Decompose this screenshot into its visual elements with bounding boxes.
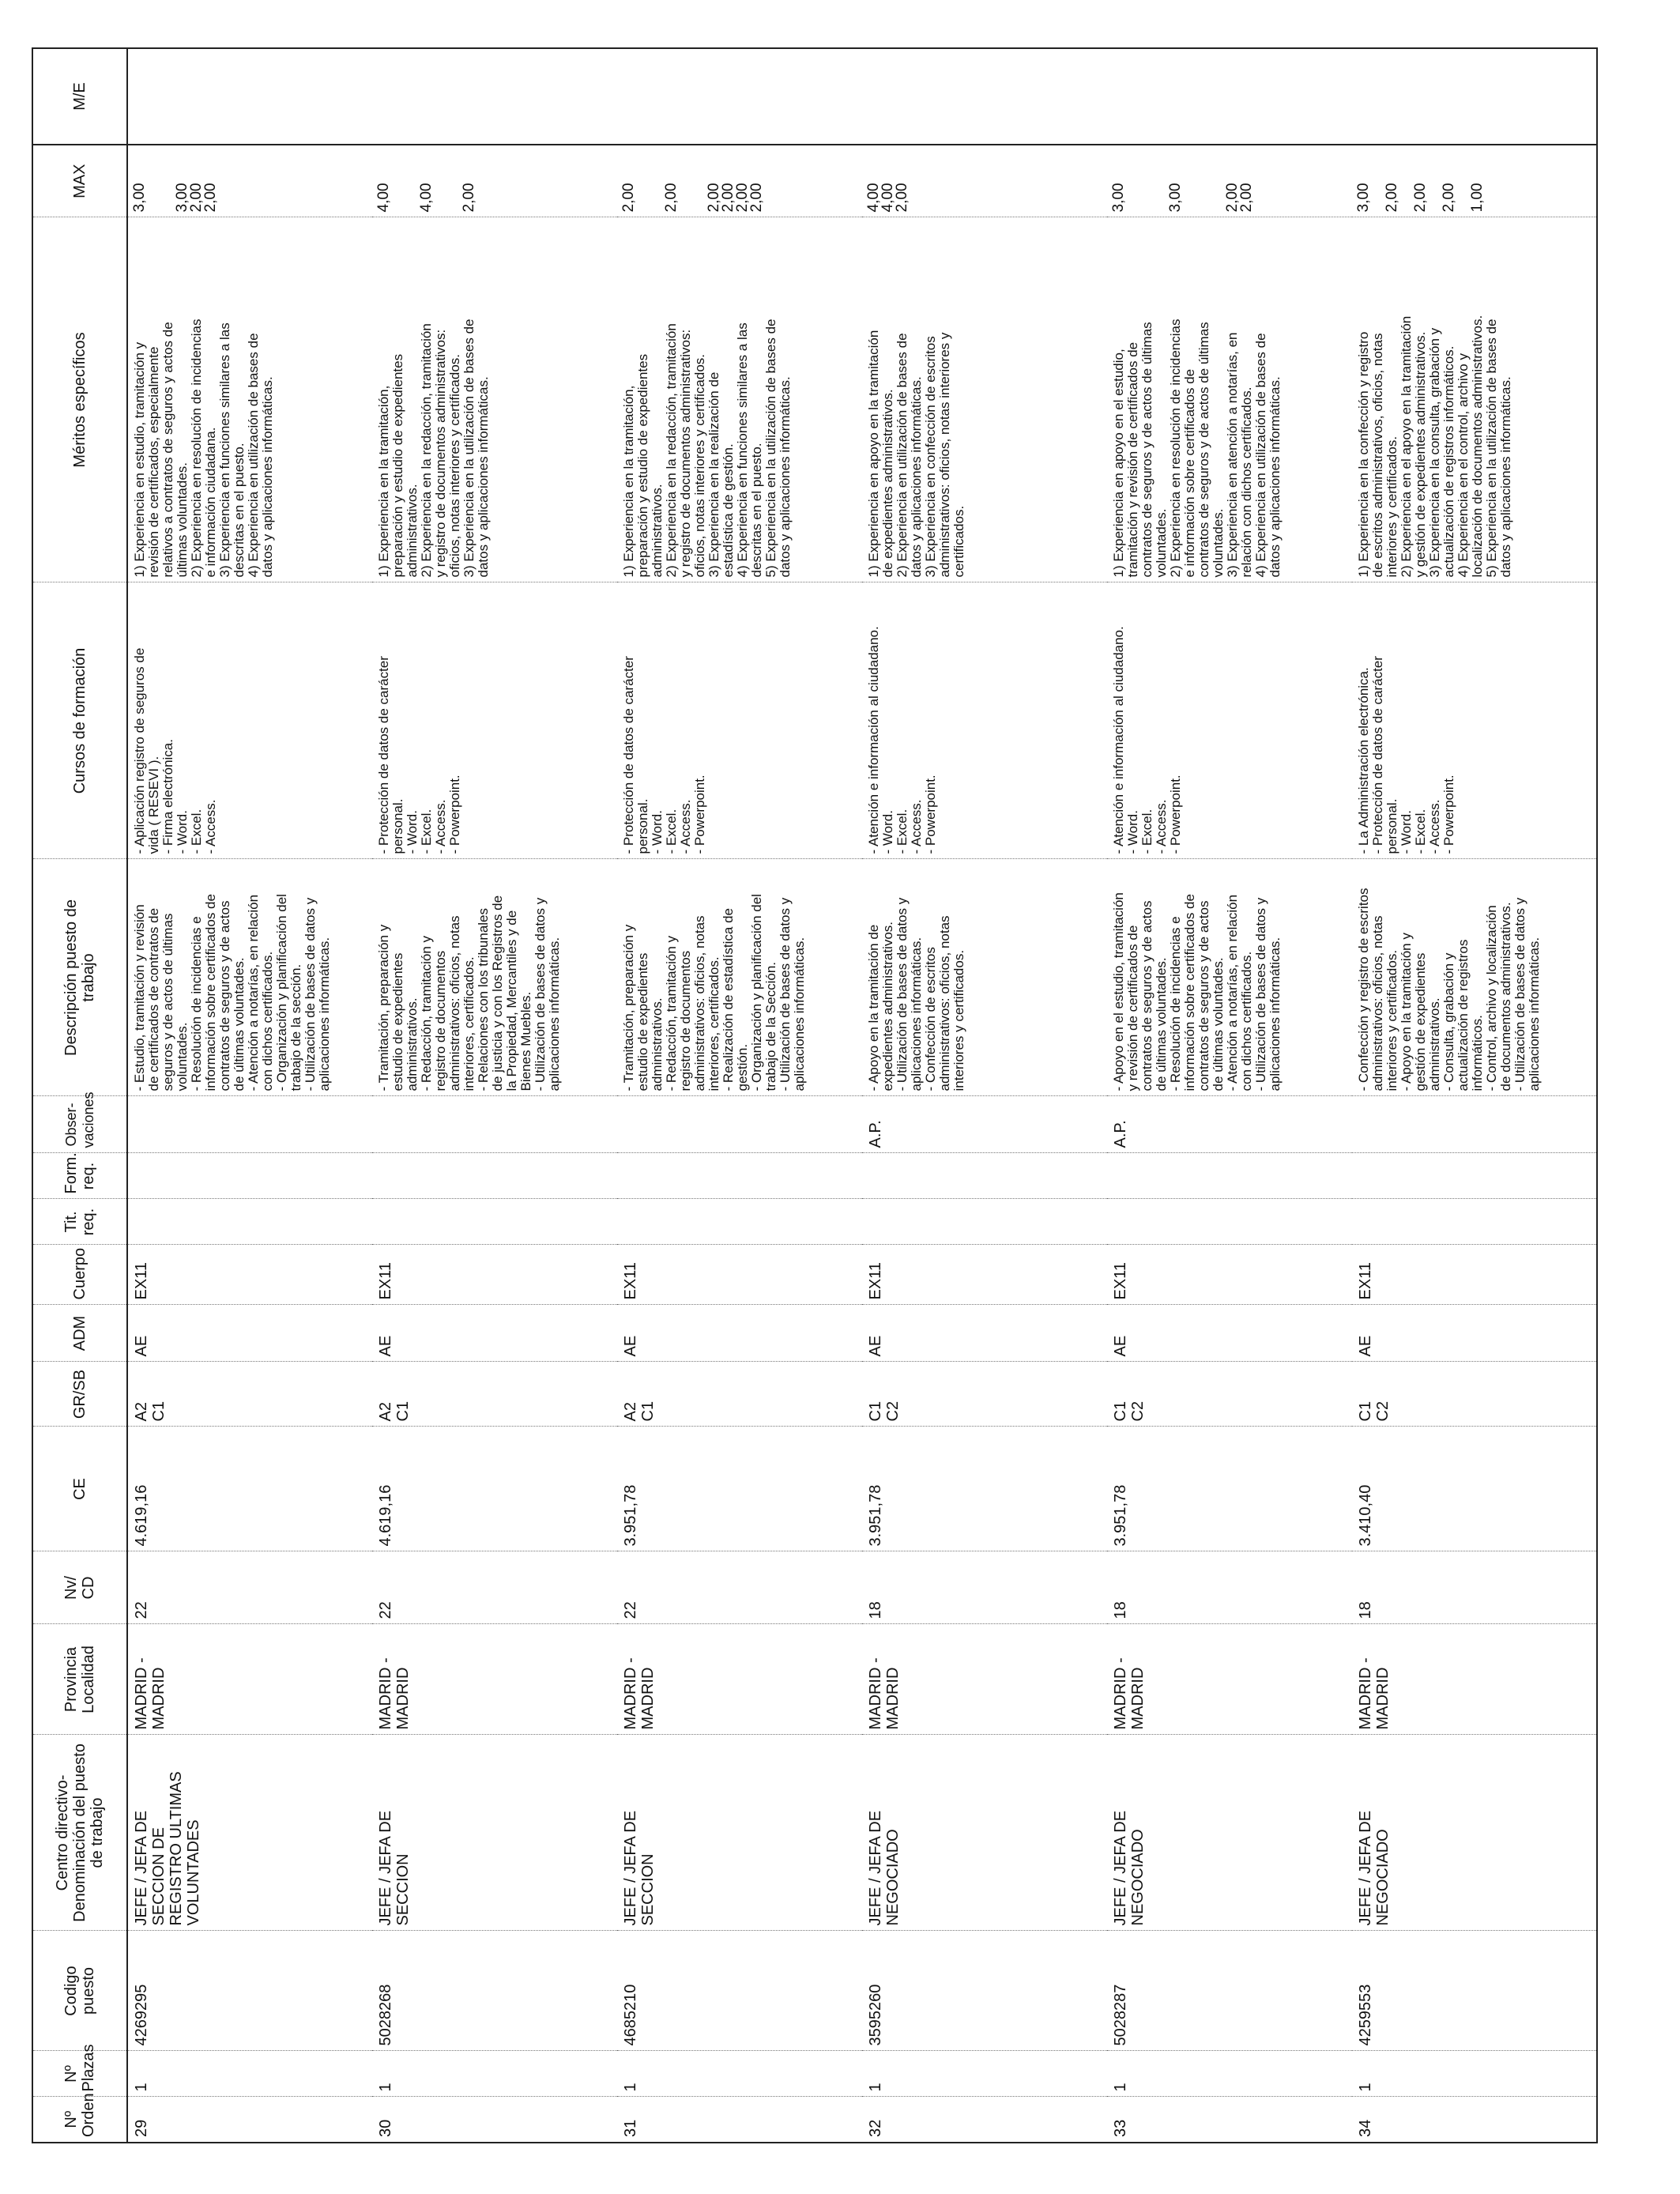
denominacion-cell: JEFE / JEFA DE SECCION DE REGISTRO ULTIMAS VOLUNTADES <box>127 1735 372 1931</box>
orden-cell: 29 <box>127 2097 372 2143</box>
col-ce: CE <box>32 1427 127 1551</box>
ce-cell: 3.951,78 <box>862 1427 1107 1551</box>
max-cell: 3,00 3,00 2,00 2,00 <box>1107 145 1352 217</box>
grsb-cell: A2 C1 <box>617 1362 862 1427</box>
adm-cell: AE <box>862 1305 1107 1362</box>
meritos-cell: 1) Experiencia en apoyo en el estudio, tramitación y revisión de certificados de contratos de seguros y de actos de últimas voluntades. 2) Experiencia en resolución de incidencias e información sobre certificados de contratos de seguros y de actos de últimas voluntades. 3) Experiencia en atención a notarías, en relación con dichos certificados. 4) Experiencia en utilización de bases de datos y aplicaciones informáticas. <box>1107 217 1352 582</box>
col-nivel: Nv/ CD <box>32 1551 127 1624</box>
ce-cell: 3.951,78 <box>1107 1427 1352 1551</box>
codigo-cell: 5028287 <box>1107 1931 1352 2051</box>
descripcion-cell: - Confección y registro de escritos administrativos: oficios, notas interiores y certificados. - Apoyo en la tramitación y gestión de expedientes administrativos. - Consulta, grabación y actualización de registros informáticos. - Control, archivo y localización de documentos administrativos. - Utilización de bases de datos y aplicaciones informáticas. <box>1352 859 1597 1096</box>
cursos-cell: - Protección de datos de carácter personal. - Word. - Excel. - Access. - Powerpoint. <box>372 582 617 859</box>
ce-cell: 3.951,78 <box>617 1427 862 1551</box>
nivel-cell: 22 <box>372 1551 617 1624</box>
grsb-cell: A2 C1 <box>127 1362 372 1427</box>
denominacion-cell: JEFE / JEFA DE NEGOCIADO <box>1352 1735 1597 1931</box>
nivel-cell: 22 <box>617 1551 862 1624</box>
plazas-cell: 1 <box>1107 2051 1352 2097</box>
table-row <box>617 48 862 2143</box>
me-cell <box>617 48 862 145</box>
cursos-cell: - Protección de datos de carácter personal. - Word. - Excel. - Access. - Powerpoint. <box>617 582 862 859</box>
cuerpo-cell: EX11 <box>1352 1245 1597 1305</box>
col-plazas: Nº Plazas <box>32 2051 127 2097</box>
localidad-cell: MADRID - MADRID <box>127 1624 372 1735</box>
col-obs: Obser- vaciones <box>32 1096 127 1153</box>
max-cell: 4,00 4,00 2,00 <box>862 145 1107 217</box>
max-cell: 2,00 2,00 2,00 2,00 2,00 2,00 <box>617 145 862 217</box>
tit-cell <box>1107 1199 1352 1245</box>
table-row <box>1107 48 1352 2143</box>
codigo-cell: 3595260 <box>862 1931 1107 2051</box>
meritos-cell: 1) Experiencia en la tramitación, preparación y estudio de expedientes administrativos. 2) Experiencia en la redacción, tramitación y registro de documentos administrativos: oficios, notas interiores y certificados. 3) Experiencia en la realización de estadística de gestión. 4) Experiencia en funciones similares a las descritas en el puesto. 5) Experiencia en la utilización de bases de datos y aplicaciones informáticas. <box>617 217 862 582</box>
col-tit: Tit. req. <box>32 1199 127 1245</box>
plazas-cell: 1 <box>617 2051 862 2097</box>
cursos-cell: - Atención e información al ciudadano. - Word. - Excel. - Access. - Powerpoint. <box>1107 582 1352 859</box>
tit-cell <box>127 1199 372 1245</box>
grsb-cell: C1 C2 <box>862 1362 1107 1427</box>
cuerpo-cell: EX11 <box>617 1245 862 1305</box>
codigo-cell: 4269295 <box>127 1931 372 2051</box>
ce-cell: 4.619,16 <box>127 1427 372 1551</box>
orden-cell: 34 <box>1352 2097 1597 2143</box>
tit-cell <box>617 1199 862 1245</box>
obs-cell: A.P. <box>1107 1096 1352 1153</box>
orden-cell: 32 <box>862 2097 1107 2143</box>
orden-cell: 31 <box>617 2097 862 2143</box>
cursos-cell: - Aplicación registro de seguros de vida ( RESEVI ). - Firma electrónica. - Word. - Excel. - Access. <box>127 582 372 859</box>
tit-cell <box>372 1199 617 1245</box>
col-orden: Nº Orden <box>32 2097 127 2143</box>
cuerpo-cell: EX11 <box>1107 1245 1352 1305</box>
adm-cell: AE <box>1107 1305 1352 1362</box>
max-cell: 4,00 4,00 2,00 <box>372 145 617 217</box>
meritos-cell: 1) Experiencia en estudio, tramitación y revisión de certificados, especialmente relativos a contratos de seguros y actos de últimas voluntades. 2) Experiencia en resolución de incidencias e información ciudadana. 3) Experiencia en funciones similares a las descritas en el puesto. 4) Experiencia en utilización de bases de datos y aplicaciones informáticas. <box>127 217 372 582</box>
col-cursos: Cursos de formación <box>32 582 127 859</box>
grsb-cell: A2 C1 <box>372 1362 617 1427</box>
obs-cell <box>1352 1096 1597 1153</box>
col-meritos: Méritos específicos <box>32 217 127 582</box>
col-max: MAX <box>32 145 127 217</box>
col-grsb: GR/SB <box>32 1362 127 1427</box>
adm-cell: AE <box>372 1305 617 1362</box>
codigo-cell: 4685210 <box>617 1931 862 2051</box>
me-cell <box>372 48 617 145</box>
cuerpo-cell: EX11 <box>862 1245 1107 1305</box>
max-cell: 3,00 3,00 2,00 2,00 <box>127 145 372 217</box>
grsb-cell: C1 C2 <box>1352 1362 1597 1427</box>
form-cell <box>1352 1153 1597 1199</box>
cuerpo-cell: EX11 <box>127 1245 372 1305</box>
adm-cell: AE <box>127 1305 372 1362</box>
denominacion-cell: JEFE / JEFA DE NEGOCIADO <box>862 1735 1107 1931</box>
orden-cell: 33 <box>1107 2097 1352 2143</box>
descripcion-cell: - Estudio, tramitación y revisión de certificados de contratos de seguros y de actos de últimas voluntades. - Resolución de incidencias e información sobre certificados de contratos de seguros y de actos de últimas voluntades. - Atención a notarías, en relación con dichos certificados. - Organización y planificación del trabajo de la sección. - Utilización de bases de datos y aplicaciones informáticas. <box>127 859 372 1096</box>
descripcion-cell: - Tramitación, preparación y estudio de expedientes administrativos. - Redacción, tramitación y registro de documentos administrativos: oficios, notas interiores, certificados. - Realización de estadística de gestión. - Organización y planificación del trabajo de la Sección. - Utilización de bases de datos y aplicaciones informáticas. <box>617 859 862 1096</box>
localidad-cell: MADRID - MADRID <box>372 1624 617 1735</box>
plazas-cell: 1 <box>862 2051 1107 2097</box>
obs-cell <box>617 1096 862 1153</box>
me-cell <box>127 48 372 145</box>
table-row <box>127 48 372 2143</box>
tit-cell <box>1352 1199 1597 1245</box>
meritos-cell: 1) Experiencia en la confección y registro de escritos administrativos, oficios, notas interiores y certificados. 2) Experiencia en el apoyo en la tramitación y gestión de expedientes administrativos. 3) Experiencia en la consulta, grabación y actualización de registros informáticos. 4) Experiencia en el control, archivo y localización de documentos administrativos. 5) Experiencia en la utilización de bases de datos y aplicaciones informáticas. <box>1352 217 1597 582</box>
table-row <box>372 48 617 2143</box>
form-cell <box>372 1153 617 1199</box>
col-codigo: Codigo puesto <box>32 1931 127 2051</box>
adm-cell: AE <box>1352 1305 1597 1362</box>
form-cell <box>1107 1153 1352 1199</box>
col-cuerpo: Cuerpo <box>32 1245 127 1305</box>
table-row <box>862 48 1107 2143</box>
me-cell <box>1352 48 1597 145</box>
localidad-cell: MADRID - MADRID <box>617 1624 862 1735</box>
grsb-cell: C1 C2 <box>1107 1362 1352 1427</box>
denominacion-cell: JEFE / JEFA DE NEGOCIADO <box>1107 1735 1352 1931</box>
plazas-cell: 1 <box>372 2051 617 2097</box>
meritos-cell: 1) Experiencia en apoyo en la tramitación de expedientes administrativos. 2) Experiencia en utilización de bases de datos y aplicaciones informáticas. 3) Experiencia en confección de escritos administrativos: oficios, notas interiores y certificados. <box>862 217 1107 582</box>
tit-cell <box>862 1199 1107 1245</box>
localidad-cell: MADRID - MADRID <box>1107 1624 1352 1735</box>
nivel-cell: 22 <box>127 1551 372 1624</box>
ce-cell: 4.619,16 <box>372 1427 617 1551</box>
plazas-cell: 1 <box>1352 2051 1597 2097</box>
adm-cell: AE <box>617 1305 862 1362</box>
nivel-cell: 18 <box>1107 1551 1352 1624</box>
col-adm: ADM <box>32 1305 127 1362</box>
meritos-cell: 1) Experiencia en la tramitación, preparación y estudio de expedientes administrativos. 2) Experiencia en la redacción, tramitación y registro de documentos administrativos: oficios, notas interiores y certificados. 3) Experiencia en la utilización de bases de datos y aplicaciones informáticas. <box>372 217 617 582</box>
descripcion-cell: - Apoyo en la tramitación de expedientes administrativos. - Utilización de bases de datos y aplicaciones informáticas. - Confección de escritos administrativos: oficios, notas interiores y certificados. <box>862 859 1107 1096</box>
me-cell <box>1107 48 1352 145</box>
cursos-cell: - Atención e información al ciudadano. - Word. - Excel. - Access. - Powerpoint. <box>862 582 1107 859</box>
codigo-cell: 4259553 <box>1352 1931 1597 2051</box>
header-row <box>32 48 127 2143</box>
job-positions-table <box>32 47 1598 2143</box>
col-localidad: Provincia Localidad <box>32 1624 127 1735</box>
denominacion-cell: JEFE / JEFA DE SECCION <box>372 1735 617 1931</box>
ce-cell: 3.410,40 <box>1352 1427 1597 1551</box>
nivel-cell: 18 <box>1352 1551 1597 1624</box>
cursos-cell: - La Administración electrónica. - Protección de datos de carácter personal. - Word. - Excel. - Access. - Powerpoint. <box>1352 582 1597 859</box>
obs-cell: A.P. <box>862 1096 1107 1153</box>
form-cell <box>127 1153 372 1199</box>
form-cell <box>862 1153 1107 1199</box>
col-me: M/E <box>32 48 127 145</box>
col-form: Form. req. <box>32 1153 127 1199</box>
col-denominacion: Centro directivo- Denominación del puesto de trabajo <box>32 1735 127 1931</box>
denominacion-cell: JEFE / JEFA DE SECCION <box>617 1735 862 1931</box>
descripcion-cell: - Apoyo en el estudio, tramitación y revisión de certificados de contratos de seguros y de actos de últimas voluntades. - Resolución de incidencias e información sobre certificados de contratos de seguros y de actos de últimas voluntades. - Atención a notarías, en relación con dichos certificados. - Utilización de bases de datos y aplicaciones informáticas. <box>1107 859 1352 1096</box>
plazas-cell: 1 <box>127 2051 372 2097</box>
localidad-cell: MADRID - MADRID <box>1352 1624 1597 1735</box>
form-cell <box>617 1153 862 1199</box>
obs-cell <box>127 1096 372 1153</box>
obs-cell <box>372 1096 617 1153</box>
table-body <box>127 48 1597 2143</box>
codigo-cell: 5028268 <box>372 1931 617 2051</box>
orden-cell: 30 <box>372 2097 617 2143</box>
descripcion-cell: - Tramitación, preparación y estudio de expedientes administrativos. - Redacción, tramitación y registro de documentos administrativos: oficios, notas interiores, certificados. - Relaciones con los tribunales de justicia y con los Registros de la Propiedad, Mercantiles y de Bienes Muebles. - Utilización de bases de datos y aplicaciones informáticas. <box>372 859 617 1096</box>
max-cell: 3,00 2,00 2,00 2,00 1,00 <box>1352 145 1597 217</box>
col-descripcion: Descripción puesto de trabajo <box>32 859 127 1096</box>
localidad-cell: MADRID - MADRID <box>862 1624 1107 1735</box>
table-row <box>1352 48 1597 2143</box>
me-cell <box>862 48 1107 145</box>
cuerpo-cell: EX11 <box>372 1245 617 1305</box>
nivel-cell: 18 <box>862 1551 1107 1624</box>
